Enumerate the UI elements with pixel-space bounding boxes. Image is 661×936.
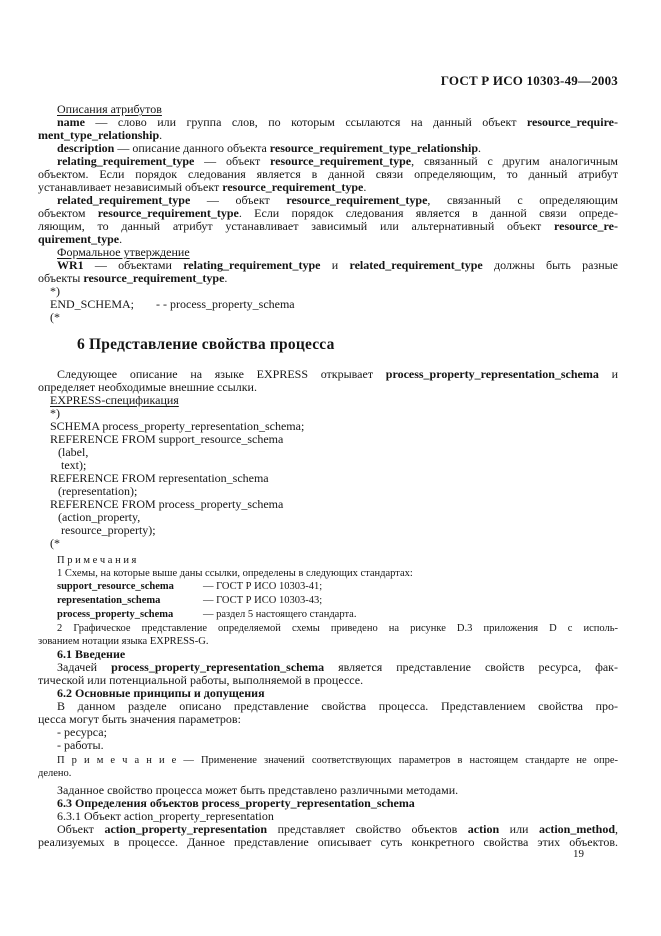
text-segment: (label, [58,445,89,459]
bold-term: process_property_schema [57,609,174,620]
text-segment: тической или потенциальной работы, выполняемой в процессе. [38,673,364,687]
text-segment: определяет необходимые внешние ссылки. [38,380,257,394]
text-segment: . [119,232,123,246]
text-segment: text); [61,458,87,472]
text-segment: . [224,271,228,285]
text-segment: реализуемых в процессе. Данное представление описывает суть конкретного свойства этих объектов. [38,835,618,849]
text-segment: . Если порядок следования является в данной связи опреде- [238,206,618,220]
text-segment: П р и м е ч а н и е — Применение значений соответствующих параметров в настоящем стандарте не опре- [57,755,618,766]
text-segment: resource_property); [61,523,156,537]
text-segment: (* [50,310,60,324]
text-segment: Объект [57,822,105,836]
bold-term: resource_requirement_type [222,180,364,194]
text-segment: представляет свойство объектов [267,822,468,836]
document-body [38,103,618,849]
bold-term: related_requirement_type [349,258,483,272]
text-segment: (* [50,536,60,550]
text-segment: SCHEMA process_property_representation_schema; [50,419,305,433]
text-segment: - работы. [57,738,104,752]
text-segment: Заданное свойство процесса может быть представлено различными методами. [57,783,459,797]
bold-term: action [467,822,500,836]
text-segment: — объект [194,154,271,168]
text-segment: - - process_property_schema [156,297,295,311]
bold-term: 6.3 Определения объектов process_property_representation_schema [57,796,415,810]
bold-term: resource_re- [554,219,618,233]
bold-term: process_property_representation_schema [111,660,325,674]
text-segment: зованием нотации языка EXPRESS-G. [38,636,209,647]
note-line [38,567,618,580]
note-line [38,622,618,635]
text-segment: 1 Схемы, на которые выше даны ссылки, определены в следующих стандартах: [57,568,413,579]
text-segment: REFERENCE FROM process_property_schema [50,497,284,511]
text-line [38,836,618,849]
text-segment: (representation); [58,484,138,498]
text-segment: 6.3.1 Объект action_property_representation [57,809,274,823]
express-spec-label [38,394,618,407]
text-segment: . [159,128,163,142]
text-segment: 2 Графическое представление определяемой схемы приведено на рисунке D.3 приложения D с исполь- [57,623,618,634]
bold-term: action_method [539,822,616,836]
text-segment: Следующее описание на языке EXPRESS открывает [57,367,386,381]
bold-term: name [57,115,85,129]
text-segment: делено. [38,768,72,779]
bold-term: support_resource_schema [57,581,174,592]
express-code-line [38,524,618,537]
text-segment: является представление свойств ресурса, фак- [324,660,618,674]
text-line [38,272,618,285]
notes-label [38,554,618,567]
text-segment: — объектами [83,258,184,272]
text-line [38,220,618,233]
text-segment: цесса могут быть значения параметров: [38,712,241,726]
text-segment: . [478,141,481,155]
text-segment: должны быть разные [482,258,618,272]
express-code-line [38,537,618,550]
text-segment: объектом [38,206,98,220]
text-segment: или [499,822,540,836]
text-segment: , [615,822,619,836]
text-segment: П р и м е ч а н и я [57,555,137,566]
section-6-heading: 6 Представление свойства процесса [77,336,335,353]
bold-term: resource_require- [526,115,618,129]
list-item [38,739,618,752]
document-content [38,0,618,849]
bold-term: 6.1 Введение [57,647,126,661]
standard-code-header: ГОСТ Р ИСО 10303-49—2003 [440,73,618,88]
express-code-line [38,311,618,324]
note-schema-ref [38,608,618,622]
text-segment: В данном разделе описано представление свойства процесса. Представлением свойства про- [57,699,618,713]
list-item [38,726,618,739]
text-line [38,713,618,726]
text-segment: — ГОСТ Р ИСО 10303-43; [203,595,323,606]
text-segment: REFERENCE FROM representation_schema [50,471,269,485]
text-segment: — описание данного объекта [114,141,270,155]
bold-term: process_property_representation_schema [385,367,599,381]
note-line [38,767,618,780]
bold-term: resource_requirement_type_relationship [269,141,478,155]
express-code-line [38,433,618,446]
bold-term: ment_type_relationship [38,128,160,142]
text-segment: , связанный с определяющим [427,193,618,207]
text-segment: устанавливает независимый объект [38,180,223,194]
text-segment: . [363,180,367,194]
bold-term: quirement_type [38,232,120,246]
text-segment: *) [50,406,60,420]
text-segment: (action_property, [58,510,141,524]
text-segment: объекты [38,271,84,285]
text-segment: — раздел 5 настоящего стандарта. [203,609,357,620]
bold-term: resource_requirement_type [270,154,412,168]
text-segment: ляющим, то данный атрибут устанавливает зависимый или альтернативный объект [38,219,555,233]
page-number: 19 [573,848,584,860]
text-segment: EXPRESS-спецификация [50,393,179,407]
text-segment: REFERENCE FROM support_resource_schema [50,432,284,446]
bold-term: resource_requirement_type [83,271,225,285]
text-segment: и [598,367,618,381]
bold-term: resource_requirement_type [97,206,239,220]
text-segment: *) [50,284,60,298]
text-segment: Формальное утверждение [57,245,190,259]
bold-term: relating_requirement_type [57,154,195,168]
text-segment: и [320,258,350,272]
bold-term: relating_requirement_type [183,258,321,272]
note-schema-ref [38,580,618,594]
note-line [38,754,618,767]
text-segment: — слово или группа слов, по которым ссылаются на данный объект [85,115,527,129]
text-segment: Задачей [57,660,112,674]
express-code-line [38,446,618,459]
bold-term: description [57,141,115,155]
text-segment: END_SCHEMA; [50,297,135,311]
text-segment: Описания атрибутов [57,102,162,116]
bold-term: representation_schema [57,595,161,606]
text-segment: - ресурса; [57,725,107,739]
bold-term: related_requirement_type [57,193,191,207]
bold-term: resource_requirement_type [286,193,428,207]
text-segment: — ГОСТ Р ИСО 10303-41; [203,581,323,592]
text-segment: , связанный с другим аналогичным [411,154,618,168]
express-code-line [38,298,618,311]
bold-term: action_property_representation [104,822,268,836]
bold-term: WR1 [57,258,84,272]
text-segment: объектом. Если порядок следования является в данной связи определяющим, то данный атрибут [38,167,618,181]
bold-term: 6.2 Основные принципы и допущения [57,686,265,700]
text-segment: — объект [190,193,287,207]
note-schema-ref [38,594,618,608]
